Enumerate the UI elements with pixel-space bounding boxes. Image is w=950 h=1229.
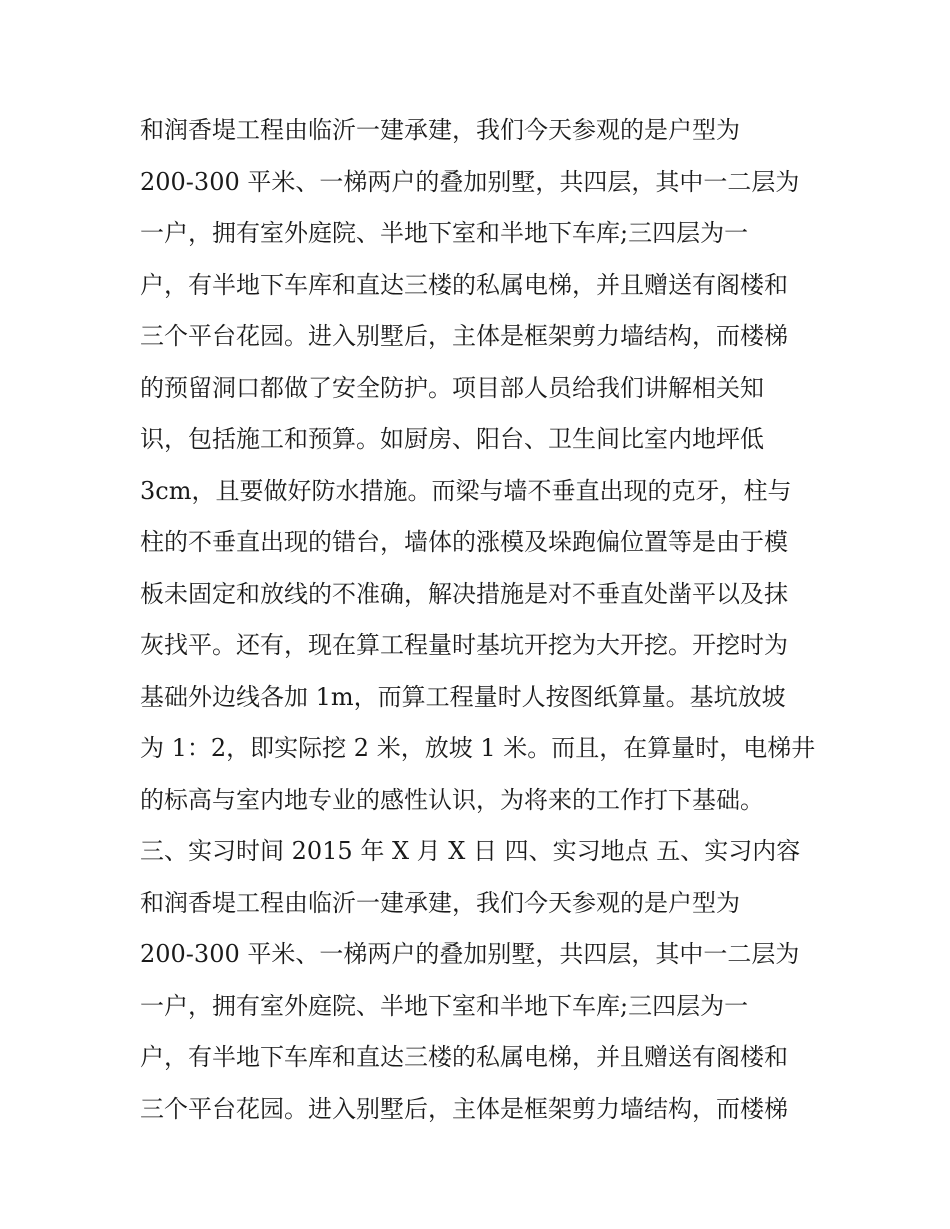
body-text — [140, 105, 830, 1135]
text-line: 三个平台花园。进入别墅后，主体是框架剪力墙结构，而楼梯 — [140, 322, 788, 350]
text-line: 和润香堤工程由临沂一建承建，我们今天参观的是户型为 — [140, 116, 740, 144]
text-line: 的标高与室内地专业的感性认识，为将来的工作打下基础。 — [140, 785, 764, 814]
text-line: 一户，拥有室外庭院、半地下室和半地下车库;三四层为一 — [140, 219, 749, 247]
text-line: 基础外边线各加 1m，而算工程量时人按图纸算量。基坑放坡 — [140, 682, 786, 711]
text-line: 灰找平。还有，现在算工程量时基坑开挖为大开挖。开挖时为 — [140, 631, 788, 659]
text-line: 户，有半地下车库和直达三楼的私属电梯，并且赠送有阁楼和 — [140, 270, 788, 299]
text-line: 柱的不垂直出现的错台，墙体的涨模及垛跑偏位置等是由于模 — [140, 528, 788, 556]
text-line: 识，包括施工和预算。如厨房、阳台、卫生间比室内地坪低 — [140, 425, 764, 453]
section-heading-line: 三、实习时间 2015 年 X 月 X 日 四、实习地点 五、实习内容 — [140, 837, 801, 865]
text-line: 户，有半地下车库和直达三楼的私属电梯，并且赠送有阁楼和 — [140, 1043, 788, 1071]
text-line: 200-300 平米、一梯两户的叠加别墅，共四层，其中一二层为 — [140, 167, 800, 196]
text-line: 200-300 平米、一梯两户的叠加别墅，共四层，其中一二层为 — [140, 940, 800, 968]
text-line: 一户，拥有室外庭院、半地下室和半地下车库;三四层为一 — [140, 991, 749, 1020]
text-line: 为 1：2，即实际挖 2 米，放坡 1 米。而且，在算量时，电梯井 — [140, 734, 816, 762]
text-line: 和润香堤工程由临沂一建承建，我们今天参观的是户型为 — [140, 888, 740, 917]
text-line: 的预留洞口都做了安全防护。项目部人员给我们讲解相关知 — [140, 373, 764, 402]
text-line: 3cm，且要做好防水措施。而梁与墙不垂直出现的克牙，柱与 — [140, 476, 792, 505]
text-line: 板未固定和放线的不准确，解决措施是对不垂直处凿平以及抹 — [140, 579, 788, 608]
text-line: 三个平台花园。进入别墅后，主体是框架剪力墙结构，而楼梯 — [140, 1094, 788, 1123]
